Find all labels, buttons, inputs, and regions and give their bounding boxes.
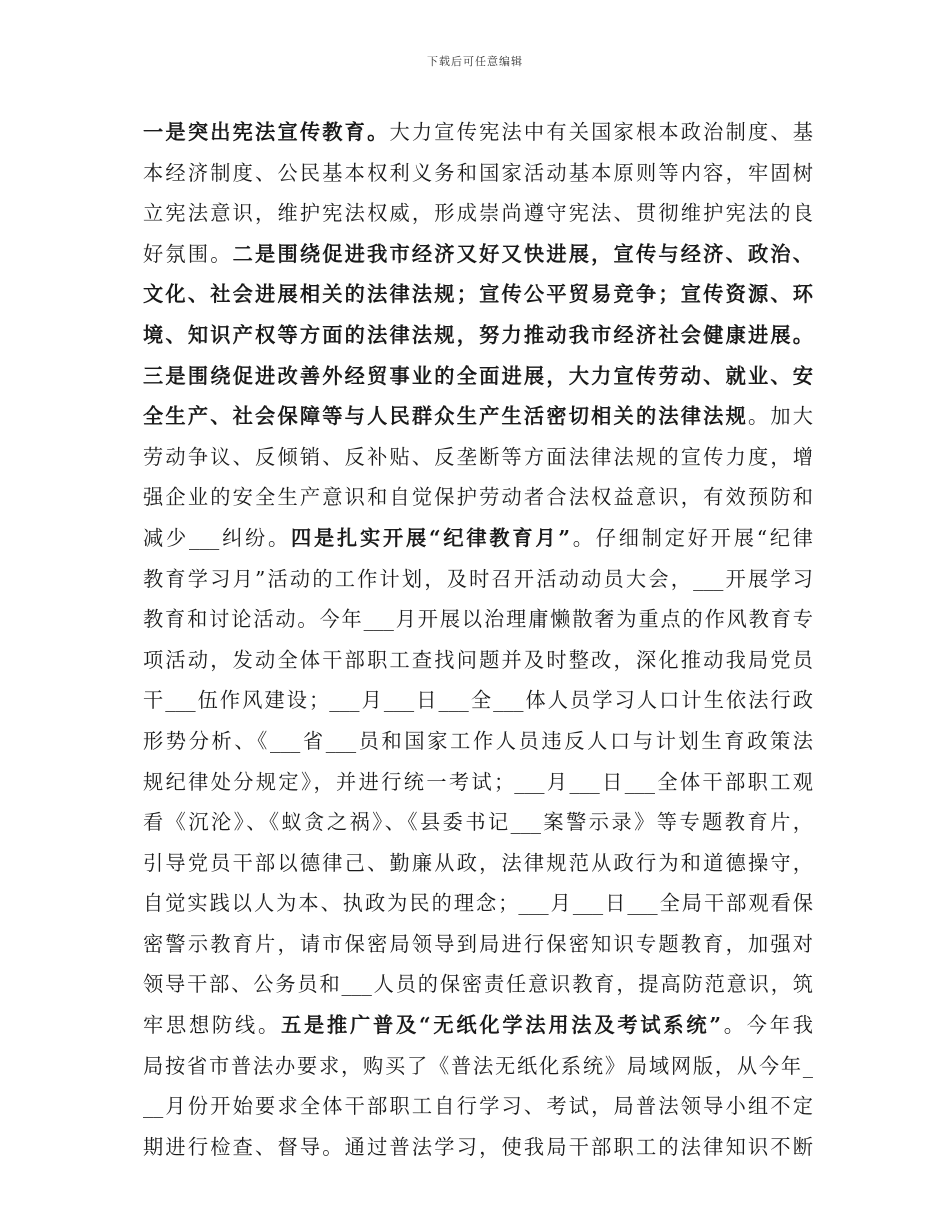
text-line: [143, 964, 813, 1005]
text-line: [143, 356, 813, 397]
text-segment: 干___伍作风建设；___月___日___全___体人员学习人口计生依法行政: [143, 688, 813, 713]
text-line: [143, 762, 813, 803]
text-segment: 立宪法意识，维护宪法权威，形成崇尚遵守宪法、贯彻维护宪法的良: [143, 201, 813, 226]
text-line: [143, 234, 813, 275]
text-segment: 规纪律处分规定》，并进行统一考试；___月___日___全体干部职工观: [143, 769, 813, 794]
text-segment: __月份开始要求全体干部职工自行学习、考试，局普法领导小组不定: [143, 1094, 813, 1119]
text-line: [143, 680, 813, 721]
text-segment: 形势分析、《___省___员和国家工作人员违反人口与计划生育政策法: [143, 728, 813, 753]
text-segment: 。仔细制定好开展“纪律: [569, 525, 813, 550]
text-segment: 好氛围。: [143, 241, 233, 266]
bold-text-segment: 五是推广普及“无纸化学法用法及考试系统”: [281, 1013, 721, 1038]
text-line: [143, 153, 813, 194]
text-line: [143, 883, 813, 924]
text-line: [143, 477, 813, 518]
text-line: [143, 802, 813, 843]
text-line: [143, 437, 813, 478]
text-line: [143, 315, 813, 356]
text-line: [143, 112, 813, 153]
bold-text-segment: 三是围绕促进改善外经贸事业的全面进展，大力宣传劳动、就业、安: [143, 363, 813, 388]
page-header: 下载后可任意编辑: [427, 55, 523, 68]
text-line: [143, 193, 813, 234]
text-segment: 看《沉沦》、《蚁贪之祸》、《县委书记___案警示录》等专题教育片，: [143, 810, 813, 835]
text-segment: 本经济制度、公民基本权利义务和国家活动基本原则等内容，牢固树: [143, 160, 813, 185]
text-segment: 。加大: [747, 404, 813, 429]
text-line: [143, 721, 813, 762]
text-segment: 劳动争议、反倾销、反补贴、反垄断等方面法律法规的宣传力度，增: [143, 444, 813, 469]
text-segment: 期进行检查、督导。通过普法学习，使我局干部职工的法律知识不断: [143, 1134, 813, 1159]
text-segment: 减少___纠纷。: [143, 525, 292, 550]
bold-text-segment: 一是突出宪法宣传教育。: [143, 120, 390, 144]
text-line: [143, 1086, 813, 1127]
text-segment: 强企业的安全生产意识和自觉保护劳动者合法权益意识，有效预防和: [143, 485, 813, 510]
text-segment: 密警示教育片，请市保密局领导到局进行保密知识专题教育，加强对: [143, 931, 813, 956]
text-line: [143, 640, 813, 681]
bold-text-segment: 二是围绕促进我市经济又好又快进展，宣传与经济、政治、: [232, 241, 813, 266]
body-text: [143, 112, 813, 1167]
text-line: [143, 274, 813, 315]
text-segment: 领导干部、公务员和___人员的保密责任意识教育，提高防范意识，筑: [143, 972, 813, 997]
bold-text-segment: 全生产、社会保障等与人民群众生产生活密切相关的法律法规: [143, 404, 748, 429]
text-segment: 大力宣传宪法中有关国家根本政治制度、基: [389, 120, 813, 144]
text-line: [143, 924, 813, 965]
text-line: [143, 599, 813, 640]
text-segment: 教育和讨论活动。今年___月开展以治理庸懒散奢为重点的作风教育专: [143, 607, 813, 632]
text-line: [143, 518, 813, 559]
text-segment: 。今年我: [721, 1013, 813, 1038]
bold-text-segment: 四是扎实开展“纪律教育月”: [291, 525, 570, 550]
text-segment: 自觉实践以人为本、执政为民的理念；___月___日___全局干部观看保: [143, 891, 813, 916]
text-segment: 引导党员干部以德律己、勤廉从政，法律规范从政行为和道德操守，: [143, 850, 813, 875]
text-segment: 局按省市普法办要求，购买了《普法无纸化系统》局域网版，从今年_: [143, 1053, 813, 1078]
bold-text-segment: 文化、社会进展相关的法律法规；宣传公平贸易竞争；宣传资源、环: [143, 282, 813, 307]
text-line: [143, 396, 813, 437]
text-line: [143, 1127, 813, 1168]
text-line: [143, 1005, 813, 1046]
text-line: [143, 843, 813, 884]
text-segment: 教育学习月”活动的工作计划，及时召开活动动员大会，___开展学习: [143, 566, 813, 591]
text-line: [143, 559, 813, 600]
text-segment: 牢思想防线。: [143, 1013, 281, 1038]
text-segment: 项活动，发动全体干部职工查找问题并及时整改，深化推动我局党员: [143, 647, 813, 672]
text-line: [143, 1046, 813, 1087]
bold-text-segment: 境、知识产权等方面的法律法规，努力推动我市经济社会健康进展。: [143, 322, 813, 347]
